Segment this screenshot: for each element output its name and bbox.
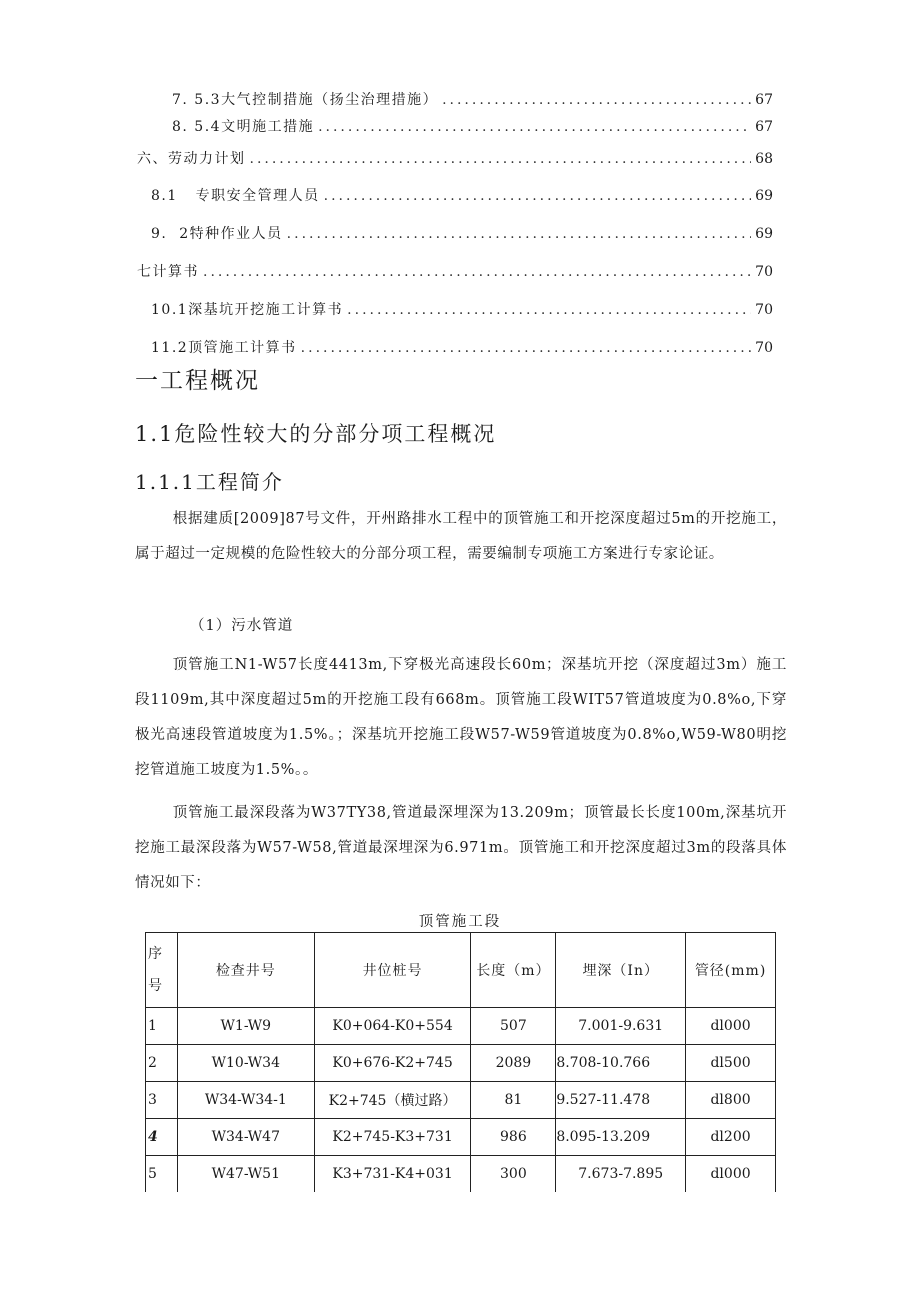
toc-label: 8.1 专职安全管理人员 [151, 188, 320, 204]
cell-depth: 7.673-7.895 [556, 1156, 686, 1193]
intro-paragraph: 根据建质[2009]87号文件，开州路排水工程中的顶管施工和开挖深度超过5m的开挖施工，属于超过一定规模的危险性较大的分部分项工程，需要编制专项施工方案进行专家论证。 [135, 511, 787, 562]
section-heading: 一工程概况 [135, 368, 260, 394]
cell-well: W34-W34-1 [177, 1082, 314, 1119]
toc-page: 70 [755, 340, 773, 356]
toc-label: 六、劳动力计划 [137, 151, 246, 167]
cell-length: 2089 [471, 1045, 556, 1082]
cell-index: 1 [146, 1008, 178, 1045]
col-header-stake: 井位桩号 [314, 933, 471, 1008]
cell-diameter: dl200 [686, 1119, 776, 1156]
toc-leader [203, 264, 751, 280]
cell-well: W1-W9 [177, 1008, 314, 1045]
cell-well: W34-W47 [177, 1119, 314, 1156]
cell-stake: K3+731-K4+031 [314, 1156, 471, 1193]
cell-depth: 7.001-9.631 [556, 1008, 686, 1045]
cell-depth: 8.095-13.209 [556, 1119, 686, 1156]
toc-entry[interactable] [137, 148, 773, 168]
toc-page: 70 [755, 264, 773, 280]
col-header-well: 检查井号 [177, 933, 314, 1008]
toc-leader [324, 188, 752, 204]
toc-label: 8. 5.4文明施工措施 [172, 119, 315, 135]
cell-stake: K0+676-K2+745 [314, 1045, 471, 1082]
toc-leader [287, 226, 752, 242]
table-row [146, 1156, 776, 1193]
col-header-index [146, 933, 178, 1008]
cell-stake: K2+745（横过路） [314, 1082, 471, 1119]
cell-diameter: dl000 [686, 1008, 776, 1045]
table-row [146, 1082, 776, 1119]
subsubsection-heading: 1.1.1工程简介 [135, 470, 284, 494]
cell-diameter: dl000 [686, 1156, 776, 1193]
cell-diameter: dl800 [686, 1082, 776, 1119]
toc-entry[interactable] [137, 261, 773, 281]
cell-index: 5 [146, 1156, 178, 1193]
cell-length: 986 [471, 1119, 556, 1156]
cell-well: W47-W51 [177, 1156, 314, 1193]
toc-label: 七计算书 [137, 264, 199, 280]
toc-entry[interactable] [172, 116, 773, 136]
toc-page: 67 [755, 119, 773, 135]
table-row [146, 1119, 776, 1156]
cell-stake: K0+064-K0+554 [314, 1008, 471, 1045]
cell-depth: 8.708-10.766 [556, 1045, 686, 1082]
col-header-index-bottom: 号 [148, 978, 163, 994]
cell-depth: 9.527-11.478 [556, 1082, 686, 1119]
cell-index: 3 [146, 1082, 178, 1119]
toc-entry[interactable] [151, 185, 773, 205]
toc-leader [347, 302, 751, 318]
cell-diameter: dl500 [686, 1045, 776, 1082]
toc-page: 67 [755, 92, 773, 108]
toc-label: 9. 2特种作业人员 [151, 226, 283, 242]
table-row [146, 1008, 776, 1045]
toc-entry[interactable] [151, 299, 773, 319]
col-header-index-top: 序 [148, 946, 163, 962]
table-title: 顶管施工段 [418, 914, 502, 930]
depth-paragraph: 顶管施工最深段落为W37TY38,管道最深埋深为13.209m；顶管最长长度100m,深基坑开挖施工最深段落为W57-W58,管道最深埋深为6.971m。顶管施工和开挖深度超过3m的段落具体情况如下： [135, 805, 787, 891]
cell-well: W10-W34 [177, 1045, 314, 1082]
col-header-depth: 埋深（In） [556, 933, 686, 1008]
cell-length: 300 [471, 1156, 556, 1193]
list-label-sewage-pipe: （1）污水管道 [190, 618, 294, 634]
cell-length: 507 [471, 1008, 556, 1045]
toc-page: 68 [755, 151, 773, 167]
cell-length: 81 [471, 1082, 556, 1119]
toc-entry[interactable] [172, 89, 773, 109]
col-header-diameter: 管径(mm) [686, 933, 776, 1008]
toc-entry[interactable] [151, 337, 773, 357]
cell-index: 4 [146, 1119, 178, 1156]
subsection-heading: 1.1危险性较大的分部分项工程概况 [135, 422, 497, 446]
toc-page: 69 [755, 226, 773, 242]
col-header-length: 长度（m） [471, 933, 556, 1008]
toc-page: 70 [755, 302, 773, 318]
table-header-row [146, 933, 776, 1008]
toc-leader [318, 119, 751, 135]
toc-leader [301, 340, 752, 356]
toc-label: 10.1深基坑开挖施工计算书 [151, 302, 344, 318]
toc-leader [250, 151, 752, 167]
cell-index: 2 [146, 1045, 178, 1082]
table-row [146, 1045, 776, 1082]
pipe-jacking-paragraph: 顶管施工N1-W57长度4413m,下穿极光高速段长60m；深基坑开挖（深度超过3m）施工段1109m,其中深度超过5m的开挖施工段有668m。顶管施工段WIT57管道坡度为0.8%o,下穿极光高速段管道坡度为1.5%。；深基坑开挖施工段W57-W59管道坡度为0.8%o,W59-W80明挖挖管道施工坡度为1.5%。。 [135, 657, 787, 778]
toc-label: 11.2顶管施工计算书 [151, 340, 297, 356]
toc-leader [442, 92, 751, 108]
toc-label: 7. 5.3大气控制措施（扬尘治理措施） [172, 92, 439, 108]
toc-entry[interactable] [151, 223, 773, 243]
toc-page: 69 [755, 188, 773, 204]
cell-stake: K2+745-K3+731 [314, 1119, 471, 1156]
pipe-jacking-table [145, 932, 776, 1192]
